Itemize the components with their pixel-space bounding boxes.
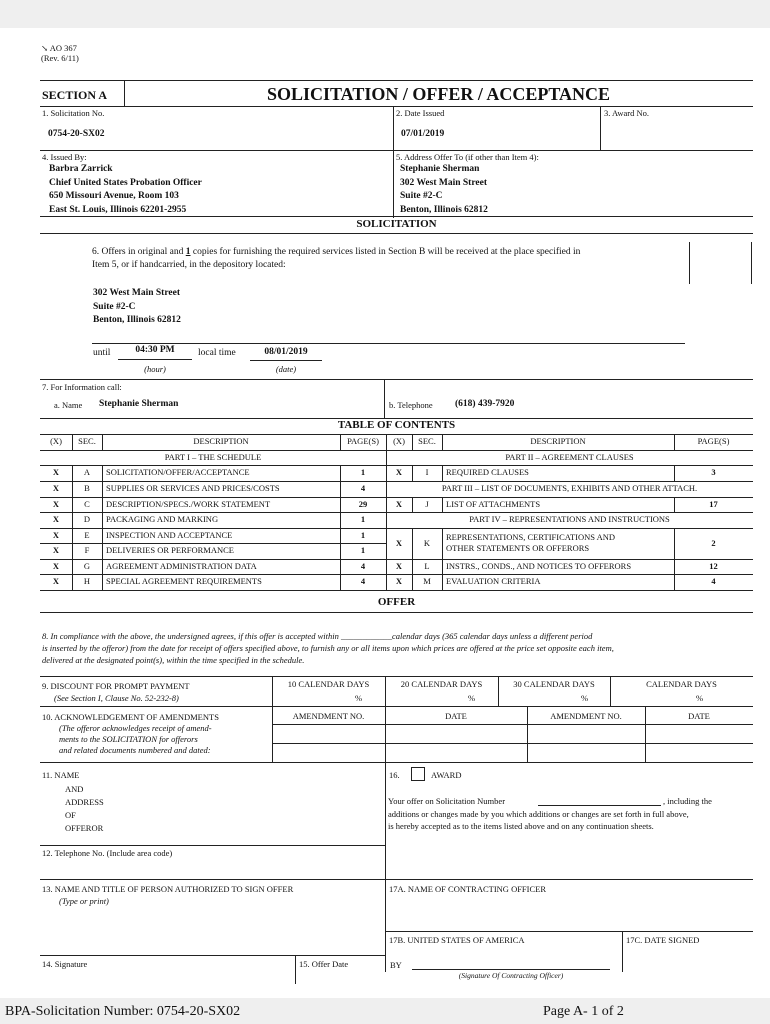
date-caption: (date) <box>275 364 297 374</box>
item8-text: 8. In compliance with the above, the undersigned agrees, if this offer is accepted within ____________calendar days (365 calendar days unless a different period is inserted by the offeror) from the date for receipt of offers specified above, to furnish any or all items upon which prices are offered at the price set opposite each item, delivered at the designated point(s), within the time specified in the schedule. <box>42 631 614 665</box>
item11-label: 11. NAME <box>42 770 80 780</box>
toc-part-row <box>40 450 753 466</box>
until-label: until <box>93 348 111 358</box>
item13-label: 13. NAME AND TITLE OF PERSON AUTHORIZED TO SIGN OFFER <box>42 884 294 894</box>
section-label: SECTION A <box>42 88 108 102</box>
item17b-label: 17B. UNITED STATES OF AMERICA <box>389 935 525 945</box>
toc-row: X F DELIVERIES OR PERFORMANCE 1 <box>52 545 366 555</box>
award-checkbox[interactable] <box>411 767 425 781</box>
toc-part2: PART II – AGREEMENT CLAUSES <box>505 452 634 462</box>
toc-row: X A SOLICITATION/OFFER/ACCEPTANCE 1 X I REQUIRED CLAUSES 3 <box>52 467 716 477</box>
telephone-value: (618) 439-7920 <box>455 399 515 409</box>
hour-caption: (hour) <box>144 364 166 374</box>
amendment-no-header-1: AMENDMENT NO. <box>292 711 365 721</box>
form-title: SOLICITATION / OFFER / ACCEPTANCE <box>266 84 611 104</box>
issued-by-label: 4. Issued By: <box>42 152 87 162</box>
item10-label: 10. ACKNOWLEDGEMENT OF AMENDMENTS <box>42 712 219 722</box>
item9-sub: (See Section I, Clause No. 52-232-8) <box>54 693 179 703</box>
toc-heading: TABLE OF CONTENTS <box>337 419 456 431</box>
toc-part3: PART III – LIST OF DOCUMENTS, EXHIBITS AND OTHER ATTACH. <box>441 483 698 493</box>
signature-caption: (Signature Of Contracting Officer) <box>458 971 564 980</box>
info-call-label: 7. For Information call: <box>42 382 122 392</box>
award-no-label: 3. Award No. <box>604 108 650 118</box>
form-revision: (Rev. 6/11) <box>41 53 79 63</box>
viewer-top-bar <box>0 0 770 28</box>
offer-heading: OFFER <box>377 596 416 608</box>
discount-pct-30: % <box>581 693 589 703</box>
solicitation-heading: SOLICITATION <box>356 218 437 230</box>
item17c-label: 17C. DATE SIGNED <box>626 935 700 945</box>
discount-pct-20: % <box>468 693 476 703</box>
solicitation-no-label: 1. Solicitation No. <box>42 108 105 118</box>
award-text-line1-post: , including the <box>663 796 712 806</box>
discount-20-days: 20 CALENDAR DAYS <box>400 679 483 689</box>
item9-label: 9. DISCOUNT FOR PROMPT PAYMENT <box>42 681 190 691</box>
amendment-date-header-2: DATE <box>688 711 710 721</box>
discount-calendar-days: CALENDAR DAYS <box>646 679 717 689</box>
toc-header-row: (X) SEC. DESCRIPTION PAGE(S) (X) SEC. DESCRIPTION PAGE(S) <box>50 436 730 446</box>
toc-row: X E INSPECTION AND ACCEPTANCE 1 <box>52 530 366 540</box>
discount-30-days: 30 CALENDAR DAYS <box>513 679 595 689</box>
toc-row: X C DESCRIPTION/SPECS./WORK STATEMENT 29 X J LIST OF ATTACHMENTS 17 <box>52 499 718 509</box>
deadline-hour: 04:30 PM <box>135 345 175 355</box>
item6-text-line1: 6. Offers in original and 1 copies for furnishing the required services listed in Section B will be received at the place specified in <box>92 247 581 257</box>
discount-10-days: 10 CALENDAR DAYS <box>287 679 370 689</box>
item16-number: 16. <box>389 770 400 780</box>
footer-solicitation-number: BPA-Solicitation Number: 0754-20-SX02 <box>5 1004 241 1019</box>
contact-name: Stephanie Sherman <box>99 399 179 409</box>
date-issued-label: 2. Date Issued <box>396 108 445 118</box>
item6-location: 302 West Main Street Suite #2-C Benton, Illinois 62812 <box>93 288 181 325</box>
address-offer-block: Stephanie Sherman 302 West Main Street Suite #2-C Benton, Illinois 62812 <box>400 164 488 215</box>
award-text-line3: is hereby accepted as to the items listed above and on any continuation sheets. <box>388 821 654 831</box>
address-offer-label: 5. Address Offer To (if other than Item 4): <box>396 152 539 162</box>
toc-row: X B SUPPLIES OR SERVICES AND PRICES/COSTS 4 PART III – LIST OF DOCUMENTS, EXHIBITS AND OTHER ATTACH. <box>40 481 753 497</box>
solicitation-no: 0754-20-SX02 <box>48 129 105 139</box>
local-time-label: local time <box>198 348 236 358</box>
toc-part4: PART IV – REPRESENTATIONS AND INSTRUCTIONS <box>469 514 670 524</box>
footer-page-number: Page A- 1 of 2 <box>543 1004 624 1019</box>
item6-text-line2: Item 5, or if handcarried, in the depository located: <box>92 260 286 270</box>
deadline-date: 08/01/2019 <box>264 347 308 357</box>
telephone-label: b. Telephone <box>389 400 433 410</box>
amendment-no-header-2: AMENDMENT NO. <box>550 711 622 721</box>
contact-name-label: a. Name <box>54 400 83 410</box>
item15-label: 15. Offer Date <box>299 959 349 969</box>
award-text-line2: additions or changes made by you which additions or changes are set forth in full above, <box>388 809 689 819</box>
discount-pct-cal: % <box>696 693 704 703</box>
by-label: BY <box>390 960 402 970</box>
toc-part1: PART I – THE SCHEDULE <box>164 452 262 462</box>
form-id: ↘ AO 367 <box>41 43 77 53</box>
award-label: AWARD <box>431 770 462 780</box>
award-text-line1-pre: Your offer on Solicitation Number <box>388 796 506 806</box>
item14-label: 14. Signature <box>42 959 88 969</box>
toc-row: X H SPECIAL AGREEMENT REQUIREMENTS 4 X M EVALUATION CRITERIA 4 <box>52 576 716 586</box>
toc-row: X G AGREEMENT ADMINISTRATION DATA 4 X L INSTRS., CONDS., AND NOTICES TO OFFERORS 12 <box>52 561 718 571</box>
toc-row-k: X K REPRESENTATIONS, CERTIFICATIONS AND OTHER STATEMENTS OR OFFERORS 2 <box>395 532 716 553</box>
issued-by-block: Barbra Zarrick Chief United States Probation Officer 650 Missouri Avenue, Room 103 East St. Louis, Illinois 62201-2955 <box>49 164 202 215</box>
item12-label: 12. Telephone No. (Include area code) <box>42 848 173 858</box>
item10-sub: (The offeror acknowledges receipt of amend- ments to the SOLICITATION for offerors and related documents numbered and dated: <box>59 723 212 755</box>
date-issued: 07/01/2019 <box>401 129 445 139</box>
discount-pct-10: % <box>355 693 363 703</box>
amendment-date-header-1: DATE <box>445 711 467 721</box>
item13-sub: (Type or print) <box>59 896 109 906</box>
item11-lines: AND ADDRESS OF OFFEROR <box>65 784 104 833</box>
toc-row: X D PACKAGING AND MARKING 1 PART IV – REPRESENTATIONS AND INSTRUCTIONS <box>40 512 753 528</box>
item17a-label: 17A. NAME OF CONTRACTING OFFICER <box>389 884 547 894</box>
